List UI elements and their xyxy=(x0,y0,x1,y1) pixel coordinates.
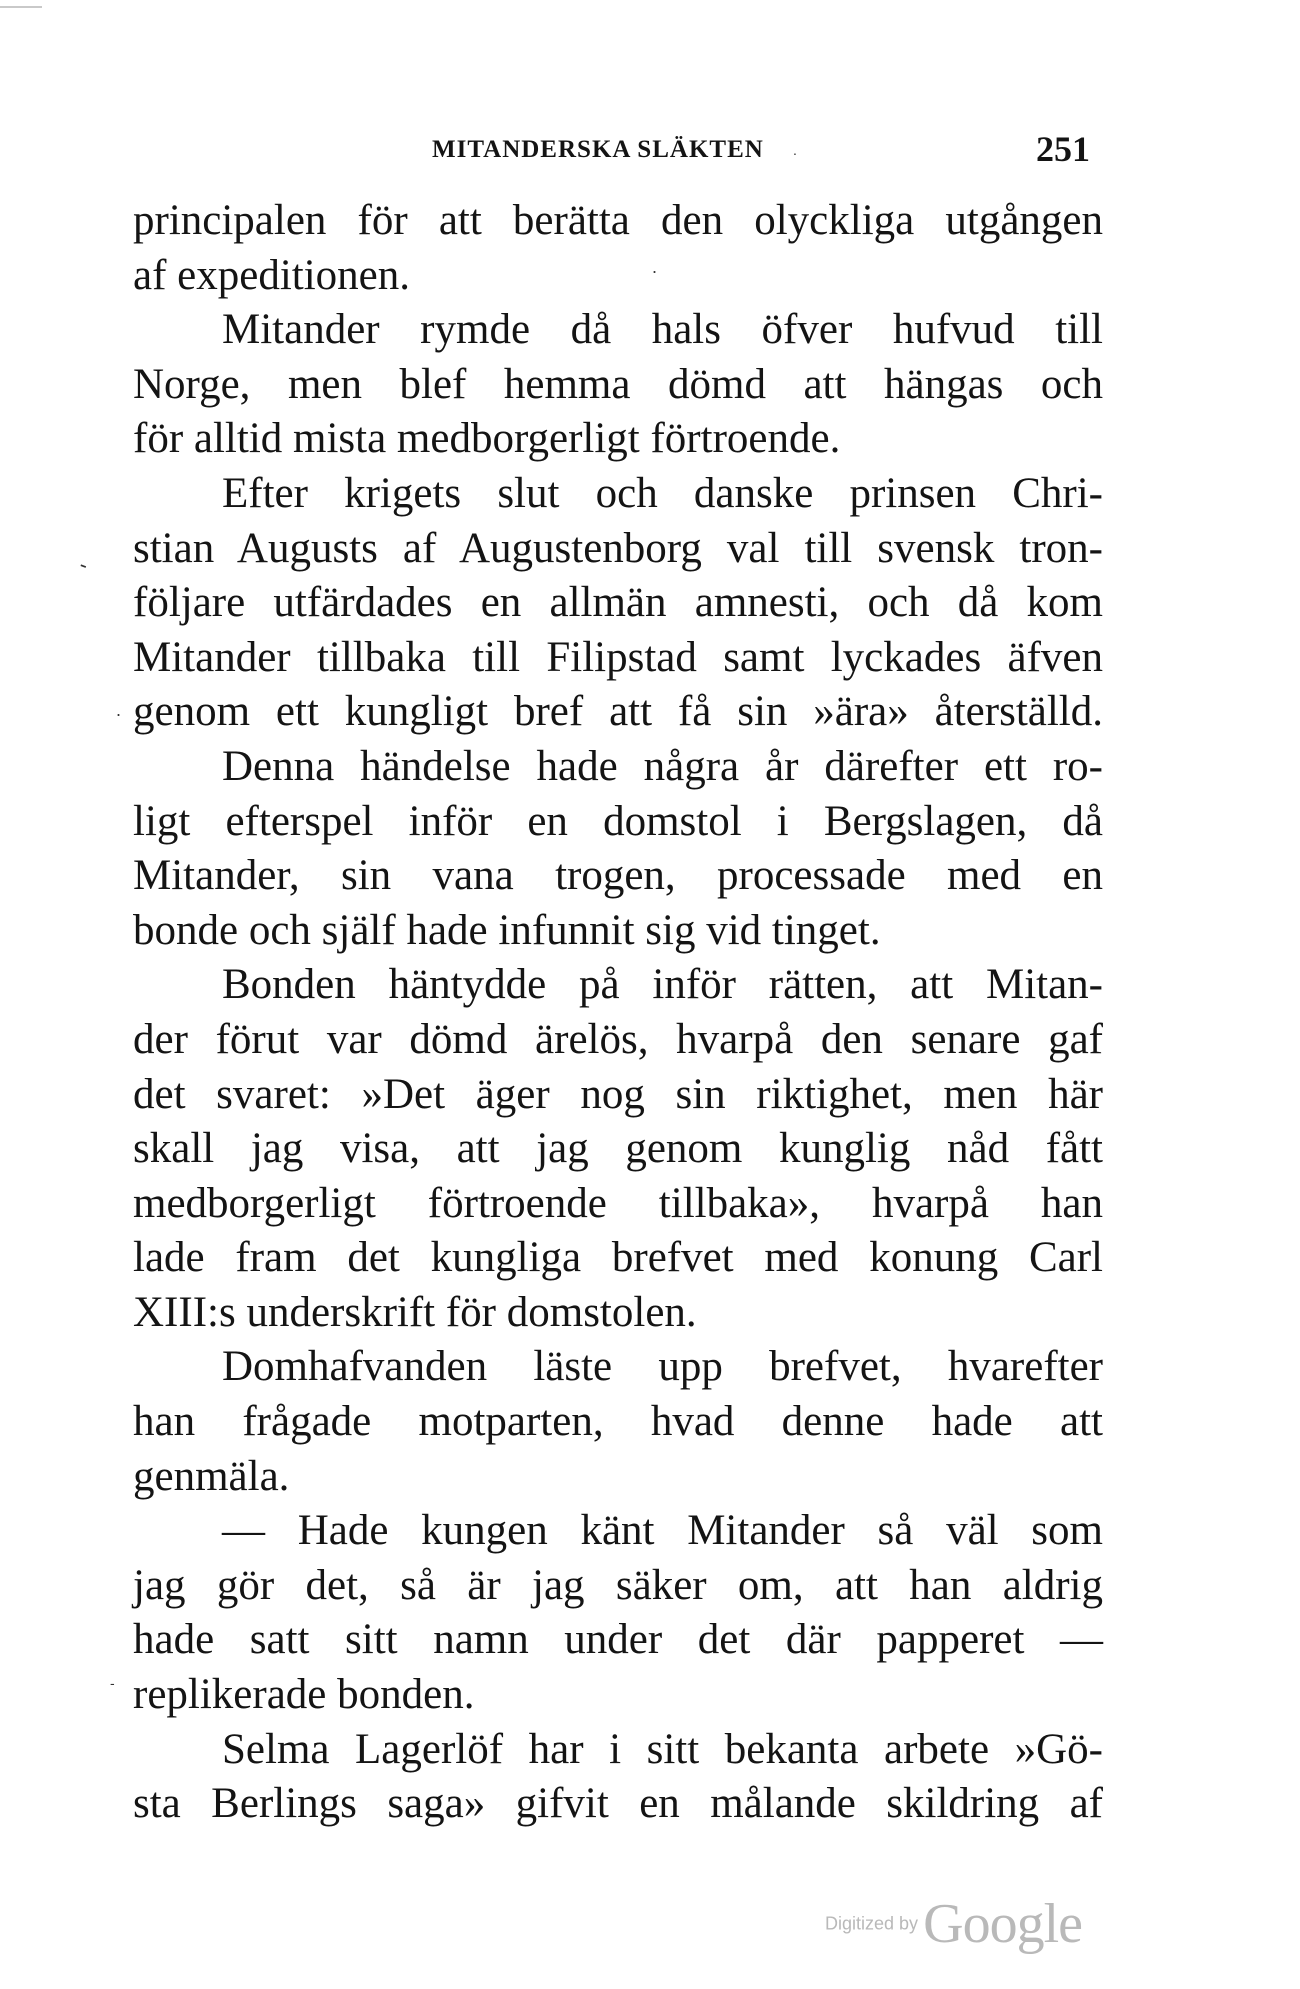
text-line: genmäla. xyxy=(133,1452,290,1500)
stray-mark: . xyxy=(793,142,797,158)
google-watermark xyxy=(825,1892,1082,1956)
text-line: ligt efterspel inför en domstol i Bergslagen, då xyxy=(133,797,1103,845)
watermark-prefix: Digitized by xyxy=(825,1913,919,1934)
google-logo: Google xyxy=(923,1893,1082,1955)
corner-rule xyxy=(0,6,42,8)
text-line: lade fram det kungliga brefvet med konung Carl xyxy=(133,1234,1103,1282)
text-line: Selma Lagerlöf har i sitt bekanta arbete »Gö- xyxy=(222,1725,1103,1773)
text-line: för alltid mista medborgerligt förtroende. xyxy=(133,415,841,463)
text-line: — Hade kungen känt Mitander så väl som xyxy=(222,1507,1103,1555)
text-line: XIII:s underskrift för domstolen. xyxy=(133,1288,697,1336)
page-number: 251 xyxy=(1036,129,1090,169)
margin-mark: . xyxy=(116,700,122,720)
margin-mark: - xyxy=(76,551,92,578)
text-line: Denna händelse hade några år därefter ett ro- xyxy=(222,742,1103,790)
text-line: bonde och själf hade infunnit sig vid tinget. xyxy=(133,906,881,954)
stray-mark: - xyxy=(110,1675,115,1691)
body-text xyxy=(133,194,1103,1832)
text-line: genom ett kungligt bref att få sin »ära» återställd. xyxy=(133,688,1103,736)
text-line: principalen för att berätta den olyckliga utgången xyxy=(133,197,1103,244)
text-line: replikerade bonden. xyxy=(133,1671,475,1719)
text-line: medborgerligt förtroende tillbaka», hvarpå han xyxy=(133,1179,1103,1227)
text-line: han frågade motparten, hvad denne hade att xyxy=(133,1398,1103,1446)
text-line: Mitander, sin vana trogen, processade med en xyxy=(133,852,1103,900)
running-title: MITANDERSKA SLÄKTEN xyxy=(432,136,764,163)
text-line: Norge, men blef hemma dömd att hängas och xyxy=(133,360,1103,408)
text-line: det svaret: »Det äger nog sin riktighet, men här xyxy=(133,1070,1103,1118)
text-line: af expeditionen. xyxy=(133,251,411,299)
text-line: skall jag visa, att jag genom kunglig nåd fått xyxy=(133,1125,1103,1173)
text-line: der förut var dömd ärelös, hvarpå den senare gaf xyxy=(133,1015,1103,1063)
text-line: Bonden häntydde på inför rätten, att Mitan- xyxy=(222,961,1103,1009)
text-line: jag gör det, så är jag säker om, att han aldrig xyxy=(133,1561,1103,1609)
stray-mark: . xyxy=(652,257,658,277)
text-line: Mitander rymde då hals öfver hufvud till xyxy=(222,306,1103,354)
text-line: stian Augusts af Augustenborg val till svensk tron- xyxy=(133,524,1103,572)
text-line: sta Berlings saga» gifvit en målande skildring af xyxy=(133,1780,1103,1828)
text-line: Domhafvanden läste upp brefvet, hvarefter xyxy=(222,1343,1103,1391)
text-line: Mitander tillbaka till Filipstad samt lyckades äfven xyxy=(133,633,1103,681)
text-line: hade satt sitt namn under det där papperet — xyxy=(133,1616,1103,1664)
text-line: följare utfärdades en allmän amnesti, och då kom xyxy=(133,579,1103,627)
text-line: Efter krigets slut och danske prinsen Chri- xyxy=(222,469,1103,517)
running-head xyxy=(0,128,1300,178)
